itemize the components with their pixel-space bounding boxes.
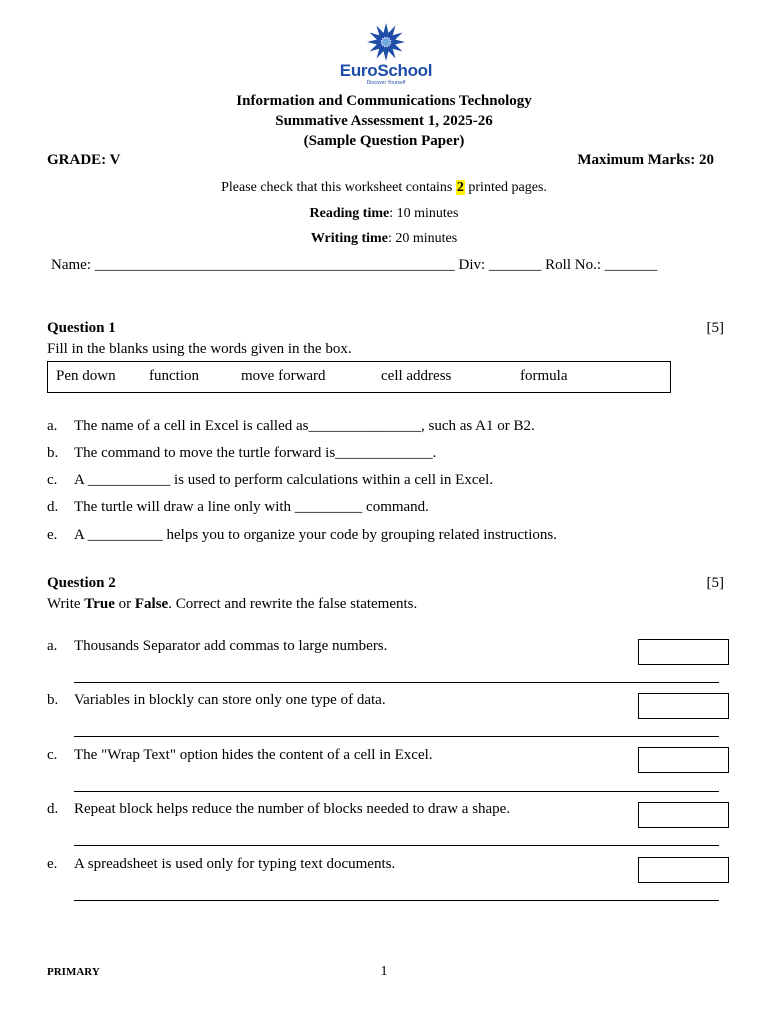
q2-item-text: Thousands Separator add commas to large numbers. [74, 638, 388, 654]
pages-notice [0, 180, 768, 196]
answer-line[interactable] [74, 736, 719, 737]
q1-item-label: c. [47, 472, 58, 488]
question-2-title: Question 2 [47, 575, 116, 591]
logo-tagline: Discover Yourself [366, 80, 406, 86]
answer-box[interactable] [638, 802, 729, 828]
question-1-instruction: Fill in the blanks using the words given in the box. [47, 341, 352, 357]
q1-item-label: d. [47, 499, 59, 515]
writing-time-value: : 20 minutes [387, 231, 458, 246]
star-emblem-icon [363, 22, 409, 62]
footer-section: PRIMARY [47, 966, 100, 978]
answer-line[interactable] [74, 791, 719, 792]
reading-time-label: Reading time [309, 206, 390, 221]
q2-item [47, 856, 395, 873]
q2-instr-false: False [134, 596, 169, 612]
q1-item [47, 527, 557, 544]
q1-item-label: b. [47, 445, 59, 461]
q1-item-label: e. [47, 527, 58, 543]
question-1-marks: [5] [706, 320, 724, 336]
q1-item-label: a. [47, 418, 58, 434]
q1-item-text[interactable]: A __________ helps you to organize your code by grouping related instructions. [74, 527, 557, 543]
q2-item-text: A spreadsheet is used only for typing text documents. [74, 856, 396, 872]
answer-box[interactable] [638, 747, 729, 773]
q1-item [47, 445, 436, 462]
q2-item-label: b. [47, 692, 59, 708]
q2-instr-post: . Correct and rewrite the false statements. [168, 596, 418, 612]
q2-instr-or: or [114, 596, 135, 612]
student-fields-line[interactable]: Name: ________________________________________________ Div: _______ Roll No.: _______ [51, 257, 658, 273]
q1-item-text[interactable]: The turtle will draw a line only with _________ command. [74, 499, 429, 515]
q2-item [47, 692, 386, 709]
word-bank-item: function [149, 368, 199, 384]
subject-title: Information and Communications Technology [236, 93, 532, 109]
question-1-title: Question 1 [47, 320, 116, 336]
answer-box[interactable] [638, 693, 729, 719]
q2-item [47, 638, 387, 655]
q2-item [47, 747, 433, 764]
writing-time [0, 231, 768, 247]
max-marks-label: Maximum Marks: 20 [577, 152, 714, 168]
q2-item-label: d. [47, 801, 59, 817]
pages-notice-before: Please check that this worksheet contains [221, 180, 453, 195]
reading-time-value: : 10 minutes [389, 206, 459, 221]
reading-time [0, 206, 768, 222]
answer-box[interactable] [638, 857, 729, 883]
question-2-marks: [5] [706, 575, 724, 591]
q1-item [47, 472, 493, 489]
word-bank-item: cell address [381, 368, 452, 384]
q1-item [47, 418, 535, 435]
q2-item-label: c. [47, 747, 58, 763]
writing-time-label: Writing time [310, 231, 388, 246]
answer-line[interactable] [74, 682, 719, 683]
word-bank-item: move forward [241, 368, 326, 384]
q1-item-text[interactable]: A ___________ is used to perform calculations within a cell in Excel. [74, 472, 494, 488]
q1-item-text[interactable]: The name of a cell in Excel is called as_______________, such as A1 or B2. [74, 418, 535, 434]
school-logo [336, 22, 436, 92]
q2-item-text: Repeat block helps reduce the number of blocks needed to draw a shape. [74, 801, 511, 817]
q2-instr-true: True [84, 596, 115, 612]
question-2-instruction [47, 596, 417, 613]
q1-item [47, 499, 429, 516]
q2-item [47, 801, 510, 818]
q2-instr-pre: Write [47, 596, 85, 612]
q2-item-text: Variables in blockly can store only one type of data. [74, 692, 386, 708]
answer-line[interactable] [74, 900, 719, 901]
q1-item-text[interactable]: The command to move the turtle forward is_____________. [74, 445, 437, 461]
paper-type: (Sample Question Paper) [303, 133, 465, 149]
pages-count-highlight: 2 [456, 180, 464, 195]
logo-brand: EuroSchool [339, 61, 433, 80]
word-bank-box [47, 361, 671, 393]
assessment-title: Summative Assessment 1, 2025-26 [275, 113, 493, 129]
word-bank-item: Pen down [56, 368, 116, 384]
grade-label: GRADE: V [47, 152, 121, 168]
q2-item-text: The "Wrap Text" option hides the content of a cell in Excel. [74, 747, 433, 763]
page-number: 1 [380, 964, 388, 979]
pages-notice-after: printed pages. [468, 180, 547, 195]
q2-item-label: e. [47, 856, 58, 872]
answer-line[interactable] [74, 845, 719, 846]
answer-box[interactable] [638, 639, 729, 665]
q2-item-label: a. [47, 638, 58, 654]
word-bank-item: formula [520, 368, 568, 384]
